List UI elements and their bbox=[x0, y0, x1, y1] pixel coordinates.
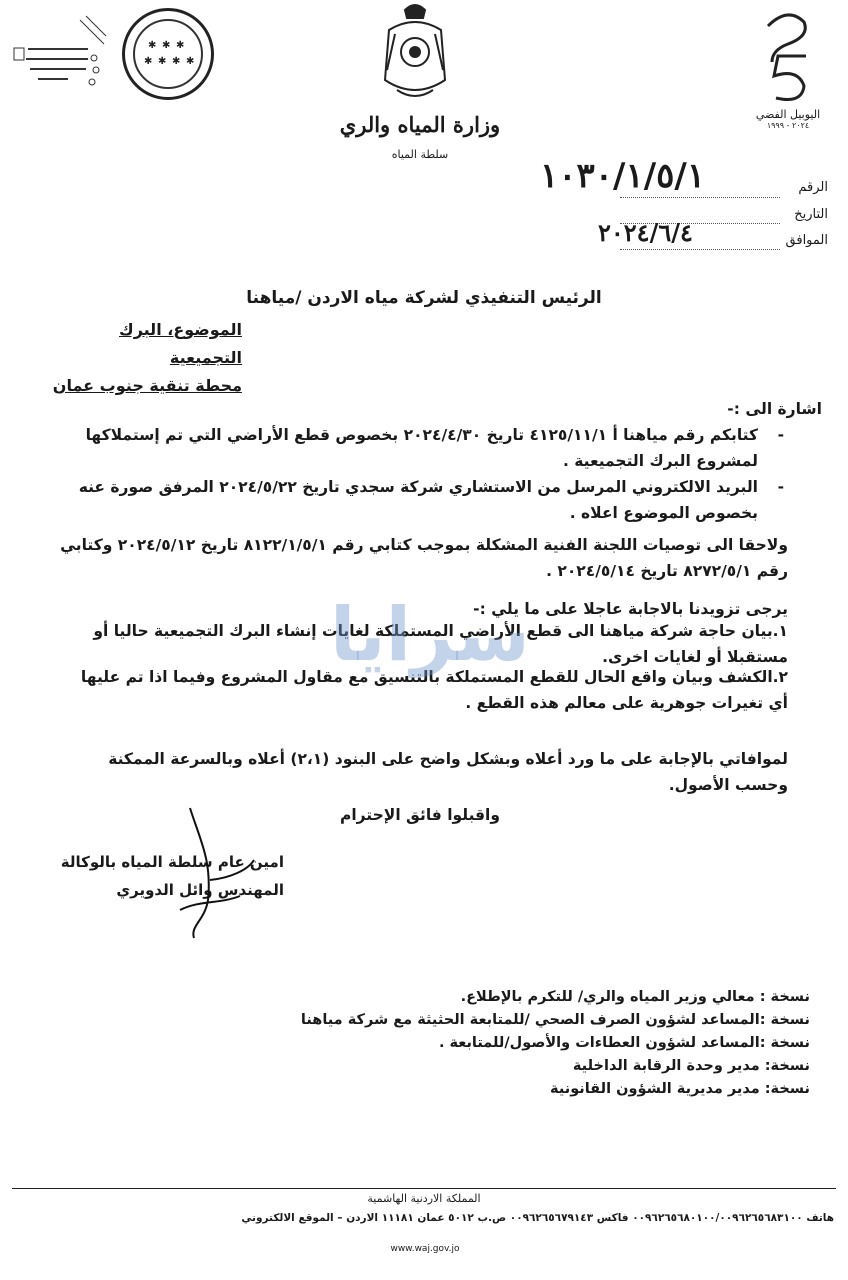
request-item-2: ٢.الكشف وبيان واقع الحال للقطع المستملكة بالتنسيق مع مقاول المشروع وفيما اذا تم عليها أي تغيرات جوهرية على معالم هذه القطع . bbox=[80, 668, 788, 712]
reference-item-1 bbox=[60, 422, 784, 474]
signatory-title: امين عام سلطة المياه بالوكالة bbox=[60, 853, 284, 871]
footer-contact: هاتف ٠٠٩٦٢٦٥٦٨٠١٠٠/٠٠٩٦٢٦٥٦٨٣١٠٠ فاكس ٠٠٩٦٢٦٥٦٧٩١٤٣ ص.ب ٥٠١٢ عمان ١١١٨١ الاردن – الموقع الالكتروني bbox=[241, 1212, 834, 1224]
water-company-seal bbox=[8, 14, 108, 104]
number-dotted-line bbox=[620, 196, 780, 198]
signatory-name: المهندس وائل الدويري bbox=[116, 881, 284, 899]
svg-text:✱: ✱ bbox=[148, 40, 157, 51]
handwritten-date: ٢٠٢٤/٦/٤ bbox=[598, 218, 693, 247]
copies-list bbox=[300, 986, 810, 1101]
copy-line-1: نسخة : معالي وزير المياه والري/ للتكرم بالإطلاع. bbox=[460, 989, 810, 1005]
copy-line-5: نسخة: مدير مديرية الشؤون القانونية bbox=[550, 1081, 810, 1097]
subject-block bbox=[42, 316, 242, 400]
footer-country: المملكة الاردنية الهاشمية bbox=[367, 1192, 481, 1205]
request-item-1: ١.بيان حاجة شركة مياهنا الى قطع الأراضي المستملكة لغايات إنشاء البرك التجميعية حاليا أو مستقبلا أو لغايات اخرى. bbox=[93, 622, 788, 666]
number-label: الرقم bbox=[798, 180, 828, 195]
regards: واقبلوا فائق الإحترام bbox=[339, 806, 500, 824]
addressee: الرئيس التنفيذي لشركة مياه الاردن /مياهنا bbox=[246, 288, 602, 308]
hijri-dotted-line bbox=[620, 248, 780, 250]
copy-line-2: نسخة :المساعد لشؤون الصرف الصحي /للمتابعة الحثيثة مع شركة مياهنا bbox=[300, 1012, 810, 1028]
request-intro: يرجى تزويدنا بالاجابة عاجلا على ما يلي :- bbox=[473, 600, 788, 618]
hijri-label: الموافق bbox=[785, 233, 828, 248]
jubilee-text: اليوبيل الفضي bbox=[755, 108, 821, 121]
reference-intro: اشارة الى :- bbox=[727, 400, 822, 418]
bullet-dash: - bbox=[777, 426, 784, 444]
authority-round-seal bbox=[122, 8, 214, 100]
reference-item-1-text: كتابكم رقم مياهنا أ ٤١٢٥/١١/١ تاريخ ٢٠٢٤/٤/٣٠ بخصوص قطع الأراضي التي تم إستملاكها لمشروع البرك التجميعية . bbox=[85, 426, 758, 470]
coat-of-arms-icon bbox=[375, 0, 455, 108]
bullet-dash: - bbox=[777, 478, 784, 496]
subject-line-1: الموضوع، البرك التجميعية bbox=[119, 320, 242, 367]
closing-paragraph: لموافاتي بالإجابة على ما ورد أعلاه وبشكل واضح على البنود (٢،١) أعلاه وبالسرعة الممكنة وحسب الأصول. bbox=[108, 750, 788, 794]
svg-text:✱: ✱ bbox=[186, 56, 195, 67]
authority-name: سلطة المياه bbox=[391, 148, 449, 161]
reference-item-2-text: البريد الالكتروني المرسل من الاستشاري شركة سجدي تاريخ ٢٠٢٤/٥/٢٢ المرفق صورة عنه بخصوص الموضوع اعلاه . bbox=[78, 478, 758, 522]
footer-website: www.waj.gov.jo bbox=[390, 1244, 460, 1254]
handwritten-signature bbox=[150, 800, 260, 944]
jubilee-years: ٢٠٢٤ - ١٩٩٩ bbox=[766, 121, 810, 130]
followup-paragraph: ولاحقا الى توصيات اللجنة الفنية المشكلة بموجب كتابي رقم ٨١٢٢/١/٥/١ تاريخ ٢٠٢٤/٥/١٢ وكتابي رقم ٨٢٧٢/٥/١ تاريخ ٢٠٢٤/٥/١٤ . bbox=[60, 536, 788, 580]
news-watermark: سرايا bbox=[330, 592, 530, 678]
svg-text:✱: ✱ bbox=[162, 40, 171, 51]
svg-text:✱: ✱ bbox=[172, 56, 181, 67]
copy-line-4: نسخة: مدير وحدة الرقابة الداخلية bbox=[572, 1058, 810, 1074]
ministry-name: وزارة المياه والري bbox=[339, 112, 501, 137]
handwritten-reference-number: ١٠٣٠/١/٥/١ bbox=[540, 156, 706, 196]
reference-item-2 bbox=[60, 474, 784, 526]
silver-jubilee-logo bbox=[748, 6, 828, 136]
footer-divider bbox=[12, 1188, 836, 1189]
svg-text:✱: ✱ bbox=[158, 56, 167, 67]
svg-text:✱: ✱ bbox=[144, 56, 153, 67]
subject-line-2: محطة تنقية جنوب عمان bbox=[52, 376, 242, 395]
date-label: التاريخ bbox=[794, 207, 828, 222]
svg-text:✱: ✱ bbox=[176, 40, 185, 51]
copy-line-3: نسخة :المساعد لشؤون العطاءات والأصول/للمتابعة . bbox=[438, 1035, 810, 1051]
